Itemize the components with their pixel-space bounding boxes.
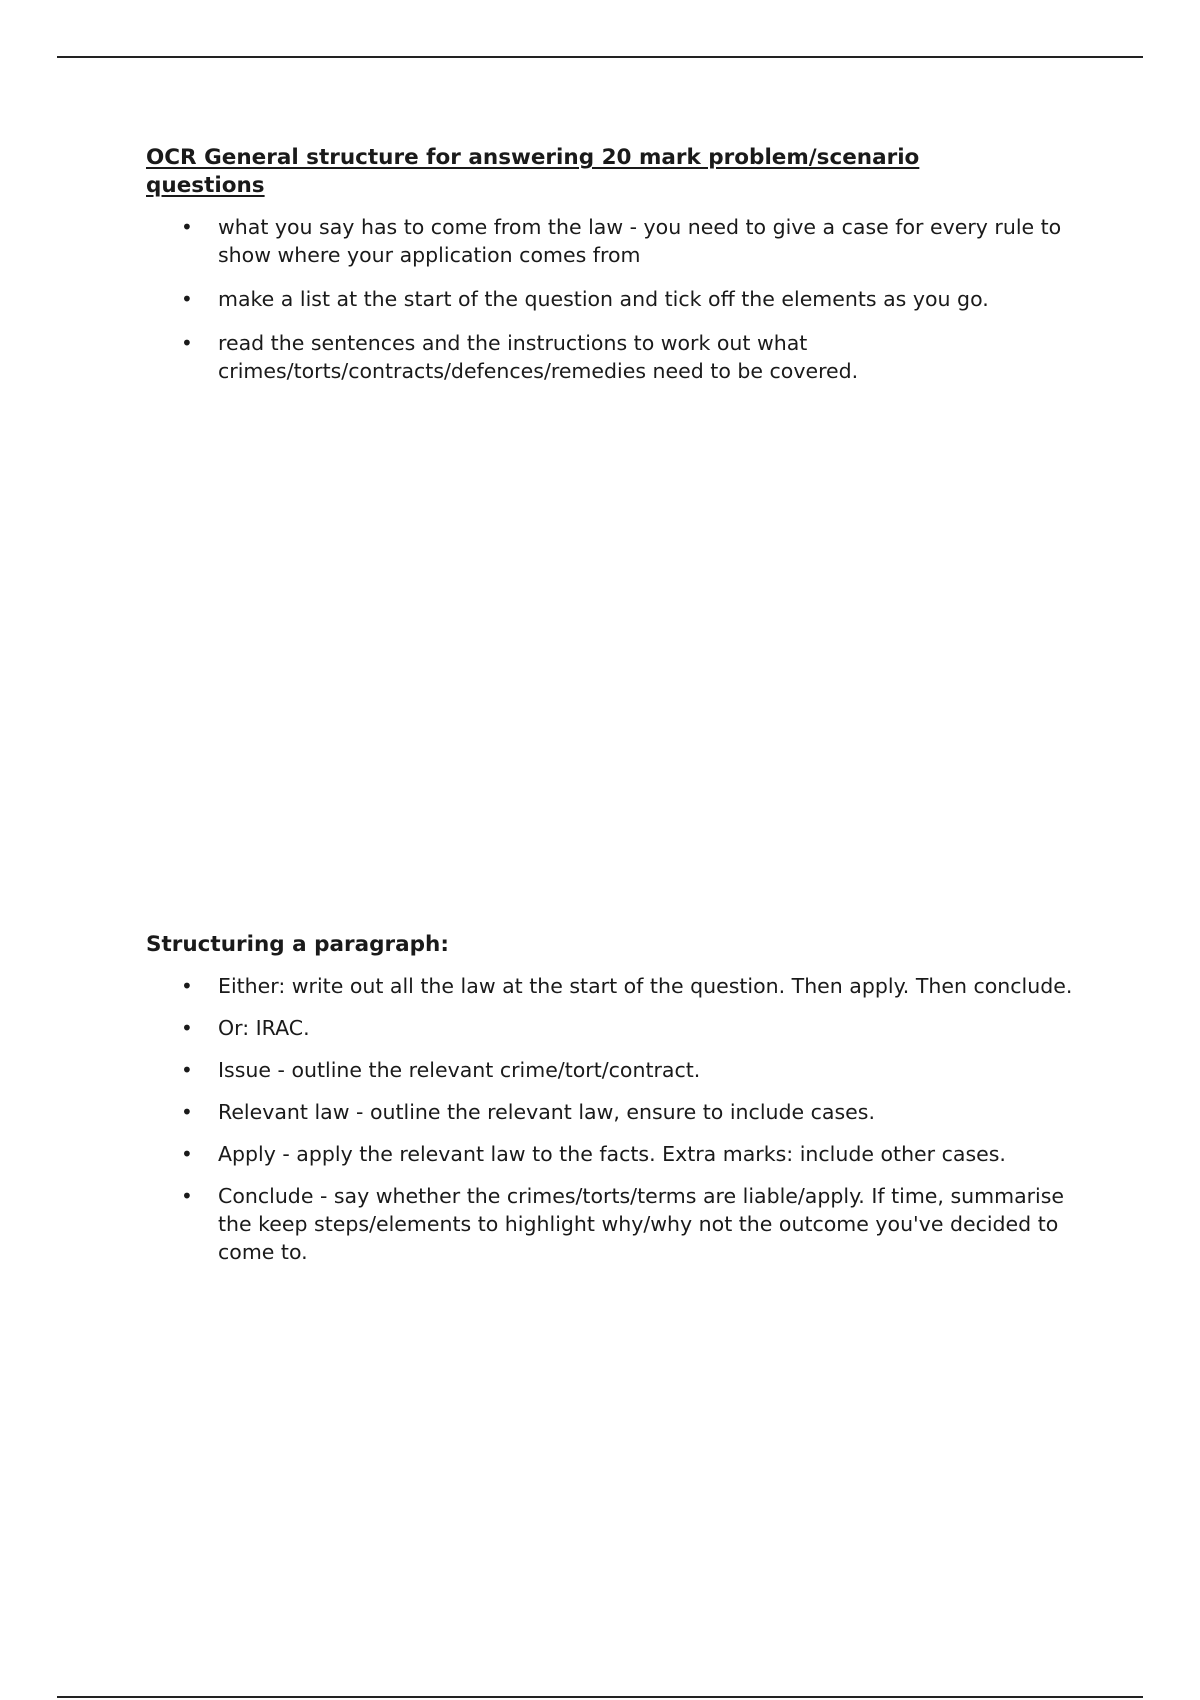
list-item (146, 1056, 1076, 1084)
bullet-icon: • (181, 1016, 193, 1040)
list-item-text: Conclude - say whether the crimes/torts/terms are liable/apply. If time, summarise the keep steps/elements to highlight why/why not the outcome you've decided to come to. (218, 1184, 1065, 1264)
bullet-icon: • (181, 974, 193, 998)
list-item (146, 1014, 1076, 1042)
bullet-icon: • (181, 287, 193, 311)
list-item (146, 1182, 1076, 1266)
list-item (146, 972, 1076, 1000)
page-bottom-rule (57, 1696, 1143, 1698)
list-item (146, 329, 1076, 385)
bullet-icon: • (181, 1184, 193, 1208)
list-item-text: what you say has to come from the law - you need to give a case for every rule to show where your application comes from (218, 215, 1062, 267)
list-item-text: read the sentences and the instructions to work out what crimes/torts/contracts/defences/remedies need to be covered. (218, 331, 859, 383)
page-top-rule (57, 56, 1143, 58)
list-item-text: Or: IRAC. (218, 1016, 310, 1040)
section-heading-structure: OCR General structure for answering 20 mark problem/scenario questions (146, 145, 920, 198)
list-item-text: make a list at the start of the question and tick off the elements as you go. (218, 287, 989, 311)
bullet-icon: • (181, 1058, 193, 1082)
list-item-text: Relevant law - outline the relevant law, ensure to include cases. (218, 1100, 875, 1124)
list-item (146, 213, 1076, 269)
section-heading-paragraph: Structuring a paragraph: (146, 932, 449, 957)
list-item-text: Either: write out all the law at the start of the question. Then apply. Then conclude. (218, 974, 1073, 998)
list-item (146, 1140, 1076, 1168)
list-item (146, 1098, 1076, 1126)
structure-section (146, 144, 1076, 401)
paragraph-bullet-list (146, 972, 1076, 1266)
list-item-text: Apply - apply the relevant law to the facts. Extra marks: include other cases. (218, 1142, 1006, 1166)
bullet-icon: • (181, 1100, 193, 1124)
structure-bullet-list (146, 213, 1076, 385)
list-item-text: Issue - outline the relevant crime/tort/contract. (218, 1058, 701, 1082)
paragraph-section (146, 931, 1076, 1280)
bullet-icon: • (181, 1142, 193, 1166)
bullet-icon: • (181, 215, 193, 239)
bullet-icon: • (181, 331, 193, 355)
list-item (146, 285, 1076, 313)
